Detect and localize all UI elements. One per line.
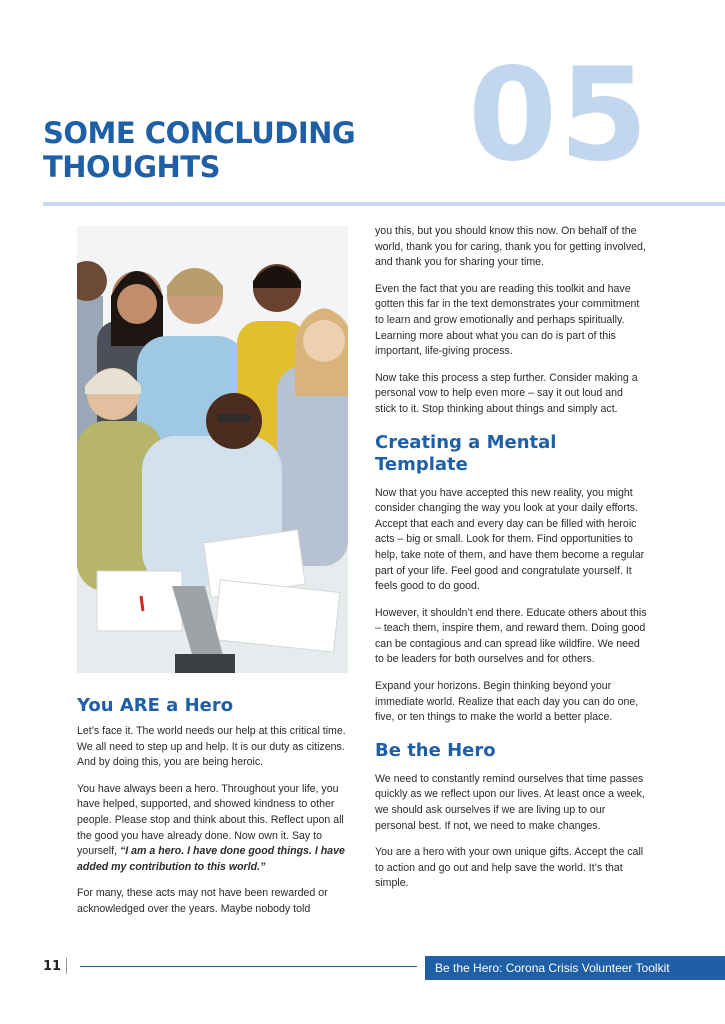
chapter-number: 05 xyxy=(468,41,651,190)
paragraph: Even the fact that you are reading this toolkit and have gotten this far in the text demonstrates your commitment to learn and grow emotionally and perhaps spiritually. Learning more about what you can do is part of this important, life-giving process. xyxy=(375,282,640,358)
paragraph: We need to constantly remind ourselves that time passes quickly as we reflect upon our lives. At least once a week, we should ask ourselves if we are living up to our personal best. If not, we need to make changes. xyxy=(375,772,645,832)
paragraph: Now that you have accepted this new reality, you might consider changing the way you look at your daily efforts. Accept that each and every day can be filled with heroic acts – big or small. Look for them. Find opportunities to help, take note of them, and have them become a regular part of your life. Feel good and congratulate yourself. It feels good to do good. xyxy=(375,486,645,593)
paragraph: You are a hero with your own unique gifts. Accept the call to action and go out and help save the world. It’s that simple. xyxy=(375,846,644,890)
paragraph xyxy=(77,782,349,876)
hero-quote: “I am a hero. I have done good things. I have added my contribution to this world.” xyxy=(77,845,345,873)
paragraph: Let’s face it. The world needs our help at this critical time. We all need to step up and help. It is our duty as citizens. And by doing this, you are being heroic. xyxy=(77,725,346,769)
group-of-people-illustration xyxy=(77,226,348,673)
page-number: 11 xyxy=(43,959,62,974)
section-heading-mental-template: Creating a Mental Template xyxy=(375,431,557,475)
footer-toolkit-title: Be the Hero: Corona Crisis Volunteer Toolkit xyxy=(425,956,725,980)
title-divider xyxy=(43,202,725,206)
footer-rule xyxy=(80,966,417,967)
page-title xyxy=(43,116,355,184)
page-title-line2: THOUGHTS xyxy=(43,150,220,184)
group-photo xyxy=(77,226,348,673)
left-text-column xyxy=(77,724,349,929)
paragraph: However, it shouldn’t end there. Educate others about this – teach them, inspire them, and reward them. Doing good can be contagious and can spread like wildfire. We need to be leaders for both ourselves and for others. xyxy=(375,606,647,666)
right-text-column xyxy=(375,224,647,903)
page-title-line1: SOME CONCLUDING xyxy=(43,116,356,150)
paragraph: Expand your horizons. Begin thinking beyond your immediate world. Realize that each day you can do one, five, or ten things to make the world a better place. xyxy=(375,680,639,724)
section-heading-you-are-a-hero: You ARE a Hero xyxy=(77,695,234,716)
section-heading-be-the-hero: Be the Hero xyxy=(375,739,496,761)
paragraph: For many, these acts may not have been rewarded or acknowledged over the years. Maybe nobody told xyxy=(77,887,328,915)
paragraph: you this, but you should know this now. On behalf of the world, thank you for caring, thank you for getting involved, and thank you for sharing your time. xyxy=(375,225,646,269)
paragraph: Now take this process a step further. Consider making a personal vow to help even more – say it out loud and stick to it. Stop thinking about things and simply act. xyxy=(375,371,638,415)
paragraph-text: You have always been a hero. Throughout your life, you have helped, supported, and showed kindness to other people. Please stop and think about this. Reflect upon all the good you have already done. Now own it. Say to yourself, xyxy=(77,782,344,858)
footer-separator xyxy=(66,958,67,974)
